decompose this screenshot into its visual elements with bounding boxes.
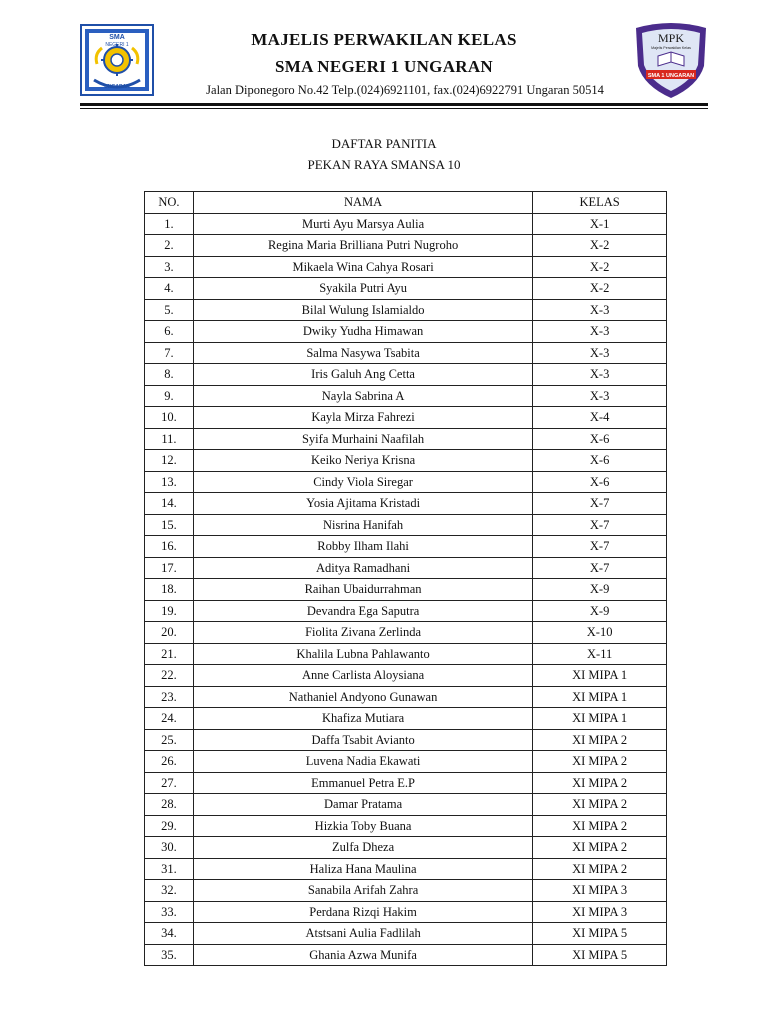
table-row xyxy=(145,815,667,837)
row-number: 28. xyxy=(145,794,194,816)
row-number: 18. xyxy=(145,579,194,601)
member-name: Haliza Hana Maulina xyxy=(193,858,532,880)
member-name: Murti Ayu Marsya Aulia xyxy=(193,213,532,235)
table-row xyxy=(145,299,667,321)
member-name: Dwiky Yudha Himawan xyxy=(193,321,532,343)
member-name: Khafiza Mutiara xyxy=(193,708,532,730)
row-number: 16. xyxy=(145,536,194,558)
member-name: Emmanuel Petra E.P xyxy=(193,772,532,794)
letterhead xyxy=(0,0,768,112)
table-row xyxy=(145,772,667,794)
member-class: XI MIPA 5 xyxy=(533,923,667,945)
mpk-shield-icon xyxy=(628,20,714,100)
row-number: 8. xyxy=(145,364,194,386)
member-name: Aditya Ramadhani xyxy=(193,557,532,579)
row-number: 33. xyxy=(145,901,194,923)
member-class: XI MIPA 2 xyxy=(533,751,667,773)
row-number: 13. xyxy=(145,471,194,493)
emblem-text-top: SMA xyxy=(109,34,125,41)
member-name: Nathaniel Andyono Gunawan xyxy=(193,686,532,708)
org-name: MAJELIS PERWAKILAN KELAS xyxy=(251,30,517,49)
row-number: 1. xyxy=(145,213,194,235)
member-name: Nayla Sabrina A xyxy=(193,385,532,407)
member-name: Robby Ilham Ilahi xyxy=(193,536,532,558)
table-row xyxy=(145,923,667,945)
member-class: X-1 xyxy=(533,213,667,235)
table-row xyxy=(145,858,667,880)
table-row xyxy=(145,751,667,773)
member-class: X-6 xyxy=(533,428,667,450)
header-nama: NAMA xyxy=(193,192,532,214)
member-class: X-7 xyxy=(533,557,667,579)
member-class: XI MIPA 2 xyxy=(533,729,667,751)
committee-table xyxy=(144,191,667,966)
member-class: X-3 xyxy=(533,364,667,386)
row-number: 3. xyxy=(145,256,194,278)
row-number: 34. xyxy=(145,923,194,945)
member-class: XI MIPA 1 xyxy=(533,665,667,687)
row-number: 17. xyxy=(145,557,194,579)
member-name: Kayla Mirza Fahrezi xyxy=(193,407,532,429)
member-name: Nisrina Hanifah xyxy=(193,514,532,536)
row-number: 25. xyxy=(145,729,194,751)
document-subtitle: PEKAN RAYA SMANSA 10 xyxy=(307,157,461,172)
row-number: 27. xyxy=(145,772,194,794)
row-number: 15. xyxy=(145,514,194,536)
member-class: X-11 xyxy=(533,643,667,665)
member-class: X-2 xyxy=(533,256,667,278)
member-name: Iris Galuh Ang Cetta xyxy=(193,364,532,386)
member-name: Zulfa Dheza xyxy=(193,837,532,859)
row-number: 11. xyxy=(145,428,194,450)
table-row xyxy=(145,493,667,515)
member-name: Regina Maria Brilliana Putri Nugroho xyxy=(193,235,532,257)
member-class: X-3 xyxy=(533,385,667,407)
table-row xyxy=(145,385,667,407)
table-row xyxy=(145,579,667,601)
table-row xyxy=(145,536,667,558)
member-name: Mikaela Wina Cahya Rosari xyxy=(193,256,532,278)
table-row xyxy=(145,471,667,493)
member-name: Yosia Ajitama Kristadi xyxy=(193,493,532,515)
table-row xyxy=(145,342,667,364)
school-address: Jalan Diponegoro No.42 Telp.(024)6921101, fax.(024)6922791 Ungaran 50514 xyxy=(206,83,604,97)
table-row xyxy=(145,364,667,386)
row-number: 9. xyxy=(145,385,194,407)
row-number: 6. xyxy=(145,321,194,343)
table-row xyxy=(145,944,667,966)
header-no: NO. xyxy=(145,192,194,214)
table-row xyxy=(145,600,667,622)
row-number: 32. xyxy=(145,880,194,902)
member-name: Raihan Ubaidurrahman xyxy=(193,579,532,601)
row-number: 21. xyxy=(145,643,194,665)
table-header-row xyxy=(145,192,667,214)
letterhead-rule-thin xyxy=(80,108,708,109)
member-name: Sanabila Arifah Zahra xyxy=(193,880,532,902)
table-row xyxy=(145,794,667,816)
member-name: Fiolita Zivana Zerlinda xyxy=(193,622,532,644)
table-row xyxy=(145,686,667,708)
member-class: XI MIPA 2 xyxy=(533,772,667,794)
member-class: X-3 xyxy=(533,321,667,343)
table-row xyxy=(145,235,667,257)
member-name: Khalila Lubna Pahlawanto xyxy=(193,643,532,665)
member-class: X-7 xyxy=(533,514,667,536)
mpk-text: MPK xyxy=(657,31,685,45)
member-class: X-7 xyxy=(533,536,667,558)
table-row xyxy=(145,901,667,923)
member-name: Bilal Wulung Islamialdo xyxy=(193,299,532,321)
document-title: DAFTAR PANITIA xyxy=(331,136,437,151)
member-class: X-10 xyxy=(533,622,667,644)
member-class: X-4 xyxy=(533,407,667,429)
table-row xyxy=(145,643,667,665)
mpk-school-text: SMA 1 UNGARAN xyxy=(647,73,695,79)
member-name: Syakila Putri Ayu xyxy=(193,278,532,300)
row-number: 7. xyxy=(145,342,194,364)
table-row xyxy=(145,256,667,278)
table-row xyxy=(145,557,667,579)
row-number: 30. xyxy=(145,837,194,859)
member-class: XI MIPA 2 xyxy=(533,794,667,816)
member-class: XI MIPA 3 xyxy=(533,901,667,923)
member-class: X-9 xyxy=(533,579,667,601)
member-class: XI MIPA 2 xyxy=(533,815,667,837)
table-row xyxy=(145,880,667,902)
member-name: Keiko Neriya Krisna xyxy=(193,450,532,472)
row-number: 4. xyxy=(145,278,194,300)
member-class: X-2 xyxy=(533,235,667,257)
row-number: 2. xyxy=(145,235,194,257)
member-class: X-6 xyxy=(533,471,667,493)
row-number: 23. xyxy=(145,686,194,708)
table-row xyxy=(145,665,667,687)
table-row xyxy=(145,450,667,472)
member-class: XI MIPA 3 xyxy=(533,880,667,902)
member-class: X-6 xyxy=(533,450,667,472)
row-number: 12. xyxy=(145,450,194,472)
member-class: XI MIPA 1 xyxy=(533,686,667,708)
member-class: X-7 xyxy=(533,493,667,515)
row-number: 5. xyxy=(145,299,194,321)
member-name: Salma Nasywa Tsabita xyxy=(193,342,532,364)
letterhead-rule-thick xyxy=(80,103,708,106)
member-class: XI MIPA 2 xyxy=(533,858,667,880)
table-row xyxy=(145,213,667,235)
member-name: Atstsani Aulia Fadlilah xyxy=(193,923,532,945)
table-row xyxy=(145,514,667,536)
member-name: Cindy Viola Siregar xyxy=(193,471,532,493)
school-name: SMA NEGERI 1 UNGARAN xyxy=(274,57,494,76)
table-row xyxy=(145,407,667,429)
member-name: Ghania Azwa Munifa xyxy=(193,944,532,966)
member-name: Damar Pratama xyxy=(193,794,532,816)
member-name: Syifa Murhaini Naafilah xyxy=(193,428,532,450)
header-kelas: KELAS xyxy=(533,192,667,214)
row-number: 14. xyxy=(145,493,194,515)
row-number: 20. xyxy=(145,622,194,644)
table-row xyxy=(145,729,667,751)
table-row xyxy=(145,278,667,300)
mpk-subtext: Majelis Perwakilan Kelas xyxy=(651,46,691,50)
table-row xyxy=(145,708,667,730)
member-class: XI MIPA 5 xyxy=(533,944,667,966)
member-name: Anne Carlista Aloysiana xyxy=(193,665,532,687)
row-number: 10. xyxy=(145,407,194,429)
member-class: X-9 xyxy=(533,600,667,622)
member-class: XI MIPA 1 xyxy=(533,708,667,730)
row-number: 26. xyxy=(145,751,194,773)
row-number: 35. xyxy=(145,944,194,966)
row-number: 19. xyxy=(145,600,194,622)
member-name: Hizkia Toby Buana xyxy=(193,815,532,837)
table-row xyxy=(145,321,667,343)
row-number: 31. xyxy=(145,858,194,880)
member-class: X-3 xyxy=(533,342,667,364)
table-row xyxy=(145,622,667,644)
emblem-text-mid: NEGERI 1 xyxy=(105,42,129,48)
member-class: X-2 xyxy=(533,278,667,300)
member-class: XI MIPA 2 xyxy=(533,837,667,859)
row-number: 29. xyxy=(145,815,194,837)
emblem-text-bottom: UNGARAN xyxy=(104,84,130,90)
member-name: Luvena Nadia Ekawati xyxy=(193,751,532,773)
member-name: Devandra Ega Saputra xyxy=(193,600,532,622)
member-name: Daffa Tsabit Avianto xyxy=(193,729,532,751)
table-row xyxy=(145,428,667,450)
table-row xyxy=(145,837,667,859)
table-body xyxy=(145,213,667,966)
row-number: 22. xyxy=(145,665,194,687)
member-name: Perdana Rizqi Hakim xyxy=(193,901,532,923)
row-number: 24. xyxy=(145,708,194,730)
member-class: X-3 xyxy=(533,299,667,321)
